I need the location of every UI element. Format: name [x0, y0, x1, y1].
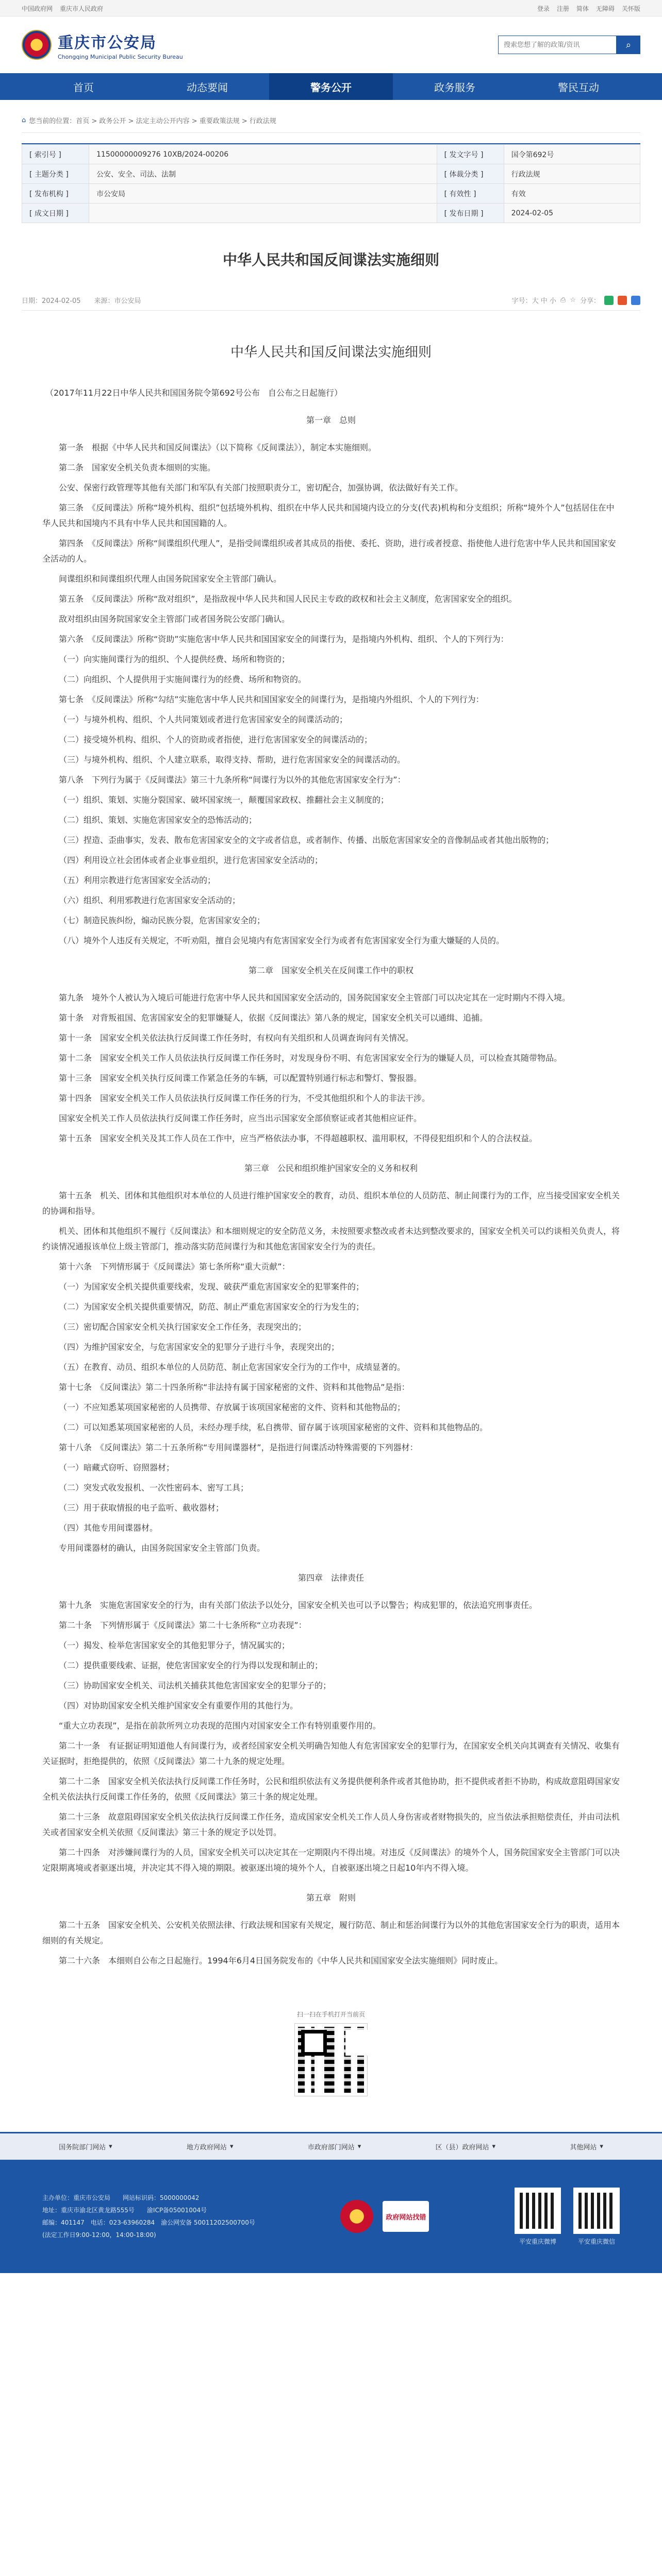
- chapter-heading: 第五章 附则: [306, 1893, 356, 1903]
- article-paragraph: 第七条 《反间谍法》所称“勾结”实施危害中华人民共和国国家安全的间谍行为，是指境内外组织、个人的下列行为：: [59, 694, 484, 704]
- qr-code-icon: [515, 2188, 561, 2234]
- article-paragraph: 国家安全机关工作人员依法执行反间谍工作任务时，应当出示国家安全部侦察证或者其他相应证件。: [59, 1113, 422, 1123]
- page-qr-code: [295, 2024, 367, 2096]
- article-paragraph: （四）对协助国家安全机关维护国家安全有重要作用的其他行为。: [59, 1701, 299, 1710]
- related-links-select[interactable]: [436, 2142, 496, 2151]
- article-paragraph: （三）用于获取情报的电子监听、截收器材；: [59, 1503, 224, 1513]
- article-paragraph: （二）可以知悉某项国家秘密的人员，未经办理手续，私自携带、留存属于该项国家秘密的文件、资料和其他物品的。: [59, 1422, 488, 1432]
- article-paragraph: （一）暗藏式窃听、窃照器材；: [59, 1463, 175, 1472]
- location-icon: ⌂: [22, 116, 26, 124]
- weibo-share-icon[interactable]: [618, 296, 627, 305]
- nav-item[interactable]: 政务服务: [434, 81, 475, 94]
- article-paragraph: 敌对组织由国务院国家安全主管部门或者国务院公安部门确认。: [59, 614, 290, 624]
- article-paragraph: 第二十五条 国家安全机关、公安机关依照法律、行政法规和国家有关规定，履行防范、制止和惩治间谍行为以外的其他危害国家安全行为的职责，适用本细则的有关规定。: [42, 1920, 620, 1945]
- meta-date-source: 日期：2024-02-05 来源：市公安局: [22, 297, 141, 305]
- nav-item[interactable]: 动态要闻: [187, 81, 228, 94]
- article-paragraph: （五）在教育、动员、组织本单位的人员防范、制止危害国家安全行为的工作中，成绩显著的。: [59, 1362, 406, 1372]
- article-paragraph: 第五条 《反间谍法》所称“敌对组织”，是指敌视中华人民共和国人民民主专政的政权和社会主义制度，危害国家安全的组织。: [59, 594, 517, 604]
- article-paragraph: 第十一条 国家安全机关依法执行反间谍工作任务时，有权向有关组织和人员调查询问有关情况。: [59, 1033, 414, 1043]
- wechat-share-icon[interactable]: [604, 296, 614, 305]
- info-row: [22, 145, 640, 164]
- info-row: [22, 204, 640, 223]
- related-links-label: 市政府部门网站: [307, 2144, 355, 2151]
- article-paragraph: 第十八条 《反间谍法》第二十五条所称“专用间谍器材”，是指进行间谍活动特殊需要的下列器材：: [59, 1443, 418, 1452]
- article-paragraph: 第二十一条 有证据证明知道他人有间谍行为，或者经国家安全机关明确告知他人有危害国家安全的犯罪行为，在国家安全机关向其调查有关情况、收集有关证据时，拒绝提供的，依照《反间谍法》第二十九条的规定处理。: [42, 1741, 620, 1766]
- breadcrumb: [22, 108, 640, 133]
- article-paragraph: （一）为国家安全机关提供重要线索，发现、破获严重危害国家安全的犯罪案件的；: [59, 1282, 365, 1292]
- site-header: [0, 16, 662, 73]
- article-paragraph: （一）与境外机构、组织、个人共同策划或者进行危害国家安全的间谍活动的；: [59, 715, 348, 724]
- article-paragraph: “重大立功表现”，是指在前款所列立功表现的范围内对国家安全工作有特别重要作用的。: [59, 1721, 381, 1731]
- article-paragraph: 第二条 国家安全机关负责本细则的实施。: [59, 463, 216, 472]
- footer-line: (法定工作日9:00-12:00，14:00-18:00): [42, 2231, 156, 2239]
- site-title: 重庆市公安局: [58, 33, 157, 52]
- related-links-label: 地方政府网站: [186, 2144, 227, 2151]
- info-key: [ 成文日期 ]: [22, 204, 89, 223]
- top-utility-link[interactable]: 无障碍: [595, 5, 615, 12]
- font-size-control[interactable]: 字号：大 中 小: [511, 297, 556, 305]
- footer-line: 地址：重庆市渝北区黄龙路555号 渝ICP备05001004号: [42, 2207, 207, 2214]
- article-paragraph: 第四条 《反间谍法》所称“间谍组织代理人”，是指受间谍组织或者其成员的指使、委托、资助，进行或者授意、指使他人进行危害中华人民共和国国家安全活动的人。: [42, 538, 616, 564]
- footer-qr-item: [573, 2188, 620, 2246]
- article-paragraph: 第十七条 《反间谍法》第二十四条所称“非法持有属于国家秘密的文件、资料和其他物品”是指：: [59, 1382, 410, 1392]
- article-paragraph: 第二十六条 本细则自公布之日起施行。1994年6月4日国务院发布的《中华人民共和国国家安全法实施细则》同时废止。: [59, 1956, 503, 1965]
- article-paragraph: （四）利用设立社会团体或者企业事业组织，进行危害国家安全活动的；: [59, 855, 323, 865]
- article-paragraph: （三）协助国家安全机关、司法机关捕获其他危害国家安全的犯罪分子的；: [59, 1681, 332, 1690]
- article-paragraph: （六）组织、利用邪教进行危害国家安全活动的；: [59, 895, 241, 905]
- info-value: [89, 204, 437, 223]
- article-paragraph: 机关、团体和其他组织不履行《反间谍法》和本细则规定的安全防范义务，未按照要求整改或者未达到整改要求的，国家安全机关可以约谈相关负责人，将约谈情况通报该单位上级主管部门，推动落实防范间谍行为和其他危害国家安全行为的责任。: [42, 1226, 620, 1251]
- document-title: 中华人民共和国反间谍法实施细则: [222, 251, 439, 268]
- search-box: [498, 36, 640, 54]
- article-paragraph: （二）突发式收发报机、一次性密码本、密写工具；: [59, 1483, 249, 1493]
- qzone-share-icon[interactable]: [631, 296, 640, 305]
- article-paragraph: 第二十条 下列情形属于《反间谍法》第二十七条所称“立功表现”：: [59, 1620, 307, 1630]
- info-key: [ 发布机构 ]: [22, 184, 89, 204]
- chevron-down-icon: ▾: [600, 2143, 603, 2150]
- related-links-bar: [0, 2132, 662, 2160]
- document-meta: [22, 290, 640, 311]
- website-error-report-badge[interactable]: 政府网站找错: [383, 2201, 429, 2232]
- share-label: 分享：: [580, 297, 600, 305]
- article-paragraph: （二）组织、策划、实施危害国家安全的恐怖活动的；: [59, 815, 257, 825]
- article-paragraph: 第十九条 实施危害国家安全的行为，由有关部门依法予以处分，国家安全机关也可以予以警告；构成犯罪的，依法追究刑事责任。: [59, 1600, 538, 1610]
- chevron-down-icon: ▾: [109, 2143, 112, 2150]
- chevron-down-icon: ▾: [492, 2143, 496, 2150]
- info-value: 行政法规: [504, 164, 640, 184]
- qr-code-icon: [573, 2188, 620, 2234]
- info-key: [ 发文字号 ]: [437, 145, 504, 164]
- info-key: [ 有效性 ]: [437, 184, 504, 204]
- info-key: [ 索引号 ]: [22, 145, 89, 164]
- chevron-down-icon: ▾: [357, 2143, 361, 2150]
- article-paragraph: 第二十二条 国家安全机关依法执行反间谍工作任务时，公民和组织依法有义务提供便利条件或者其他协助，拒不提供或者拒不协助，构成故意阻碍国家安全机关依法执行反间谍工作任务的，依照《反间谍法》第三十条的规定处理。: [42, 1776, 620, 1802]
- related-links-select[interactable]: [570, 2142, 603, 2151]
- article-paragraph: （二）接受境外机构、组织、个人的资助或者指使，进行危害国家安全的间谍活动的；: [59, 735, 373, 744]
- article-paragraph: 第九条 境外个人被认为入境后可能进行危害中华人民共和国国家安全活动的，国务院国家安全主管部门可以决定其在一定时期内不得入境。: [59, 993, 571, 1003]
- article-paragraph: 第三条 《反间谍法》所称“境外机构、组织”包括境外机构、组织在中华人民共和国境内设立的分支(代表)机构和分支组织；所称“境外个人”包括居住在中华人民共和国境内不具有中华人民共和国国籍的人。: [42, 503, 615, 528]
- site-footer: [0, 2160, 662, 2273]
- document-info-table: [22, 143, 640, 223]
- article-paragraph: 专用间谍器材的确认，由国务院国家安全主管部门负责。: [59, 1543, 266, 1553]
- article-paragraph: （二）向组织、个人提供用于实施间谍行为的经费、场所和物资的。: [59, 674, 307, 684]
- article-paragraph: 第十六条 下列情形属于《反间谍法》第七条所称“重大贡献”：: [59, 1262, 290, 1272]
- print-icon[interactable]: ⎙: [560, 296, 566, 304]
- article-paragraph: 间谍组织和间谍组织代理人由国务院国家安全主管部门确认。: [59, 574, 282, 584]
- top-bar-left: [22, 4, 103, 13]
- search-input[interactable]: [498, 36, 617, 54]
- site-logo[interactable]: [22, 30, 183, 60]
- mobile-qr-section: [22, 2010, 640, 2096]
- nav-item[interactable]: 首页: [73, 81, 94, 94]
- info-value: 市公安局: [89, 184, 437, 204]
- article-paragraph: （一）向实施间谍行为的组织、个人提供经费、场所和物资的；: [59, 654, 290, 664]
- qr-caption: 扫一扫在手机打开当前页: [296, 2011, 365, 2018]
- chevron-down-icon: ▾: [229, 2143, 234, 2150]
- article-paragraph: 第八条 下列行为属于《反间谍法》第三十九条所称“间谍行为以外的其他危害国家安全行为”：: [59, 775, 406, 785]
- search-button[interactable]: [617, 36, 640, 54]
- article-paragraph: （三）密切配合国家安全机关执行国家安全工作任务，表现突出的；: [59, 1322, 307, 1332]
- info-value: 公安、安全、司法、法制: [89, 164, 437, 184]
- article-paragraph: 第十四条 国家安全机关工作人员依法执行反间谍工作任务的行为，不受其他组织和个人的非法干涉。: [59, 1093, 431, 1103]
- footer-qr-codes: [515, 2188, 620, 2246]
- article-heading: 中华人民共和国反间谍法实施细则: [230, 345, 432, 360]
- footer-qr-label: 平安重庆微博: [519, 2238, 556, 2245]
- nav-item[interactable]: 警务公开: [269, 73, 393, 100]
- article-paragraph: （二）为国家安全机关提供重要情况，防范、制止严重危害国家安全的行为发生的；: [59, 1302, 365, 1312]
- article-paragraph: （三）捏造、歪曲事实，发表、散布危害国家安全的文字或者信息，或者制作、传播、出版危害国家安全的音像制品或者其他出版物的；: [59, 835, 554, 845]
- article-paragraph: 第二十四条 对涉嫌间谍行为的人员，国家安全机关可以决定其在一定期限内不得出境。对违反《反间谍法》的境外个人，国务院国家安全主管部门可以决定限期离境或者驱逐出境，并决定其不得入境的期限。被驱逐出境的境外个人，自被驱逐出境之日起10年内不得入境。: [42, 1848, 620, 1873]
- article-paragraph: （四）其他专用间谍器材。: [59, 1523, 158, 1533]
- footer-qr-label: 平安重庆微信: [577, 2238, 615, 2245]
- article-paragraph: 第二十三条 故意阻碍国家安全机关依法执行反间谍工作任务，造成国家安全机关工作人员人身伤害或者财物损失的，应当依法承担赔偿责任，并由司法机关或者国家安全机关依照《反间谍法》第三十条的规定予以处罚。: [42, 1812, 620, 1837]
- related-links-label: 区（县）政府网站: [435, 2144, 489, 2151]
- breadcrumb-text[interactable]: 您当前的位置：首页 > 政务公开 > 法定主动公开内容 > 重要政策法规 > 行政法规: [29, 117, 276, 125]
- article-paragraph: （四）为维护国家安全，与危害国家安全的犯罪分子进行斗争，表现突出的；: [59, 1342, 340, 1352]
- article-paragraph: （七）制造民族纠纷，煽动民族分裂，危害国家安全的；: [59, 916, 266, 925]
- footer-qr-item: [515, 2188, 561, 2246]
- article-content: [22, 342, 640, 1969]
- article-paragraph: 第十条 对背叛祖国、危害国家安全的犯罪嫌疑人，依据《反间谍法》第八条的规定，国家安全机关可以通缉、追捕。: [59, 1013, 488, 1023]
- site-subtitle: Chongqing Municipal Public Security Bureau: [58, 53, 183, 60]
- article-publication-note: （2017年11月22日中华人民共和国国务院令第692号公布 自公布之日起施行）: [45, 388, 342, 398]
- info-key: [ 发布日期 ]: [437, 204, 504, 223]
- info-key: [ 主题分类 ]: [22, 164, 89, 184]
- info-value: 11500000009276 10XB/2024-00206: [89, 145, 437, 164]
- top-utility-link[interactable]: 简体: [576, 5, 589, 12]
- article-paragraph: 第一条 根据《中华人民共和国反间谍法》（以下简称《反间谍法》），制定本实施细则。: [59, 443, 377, 452]
- article-paragraph: （一）不应知悉某项国家秘密的人员携带、存放属于该项国家秘密的文件、资料和其他物品的；: [59, 1402, 406, 1412]
- top-bar: [0, 0, 662, 16]
- top-link[interactable]: 中国政府网: [22, 5, 53, 12]
- info-key: [ 体裁分类 ]: [437, 164, 504, 184]
- search-icon: ⌕: [625, 39, 632, 50]
- party-gov-emblem-icon[interactable]: [340, 2200, 373, 2233]
- top-utility-link[interactable]: 关怀版: [621, 5, 640, 12]
- footer-line: 邮编：401147 电话：023-63960284 渝公网安备 50011202500700号: [42, 2219, 255, 2226]
- article-paragraph: （一）组织、策划、实施分裂国家、破坏国家统一，颠覆国家政权、推翻社会主义制度的；: [59, 795, 389, 805]
- info-value: 国令第692号: [504, 145, 640, 164]
- info-row: [22, 184, 640, 204]
- article-paragraph: 第十五条 国家安全机关及其工作人员在工作中，应当严格依法办事，不得超越职权、滥用职权，不得侵犯组织和个人的合法权益。: [59, 1133, 538, 1143]
- article-paragraph: （二）提供重要线索、证据，使危害国家安全的行为得以发现和制止的；: [59, 1660, 323, 1670]
- top-utility-link[interactable]: 注册: [556, 5, 569, 12]
- article-paragraph: 第十二条 国家安全机关工作人员依法执行反间谍工作任务时，对发现身份不明、有危害国家安全行为的嫌疑人员，可以检查其随带物品。: [59, 1053, 562, 1063]
- star-icon[interactable]: ☆: [570, 296, 576, 304]
- info-value: 有效: [504, 184, 640, 204]
- related-links-select[interactable]: [187, 2142, 234, 2151]
- chapter-heading: 第二章 国家安全机关在反间谍工作中的职权: [248, 965, 413, 975]
- related-links-select[interactable]: [59, 2142, 112, 2151]
- related-links-label: 其他网站: [570, 2144, 597, 2151]
- info-value: 2024-02-05: [504, 204, 640, 223]
- chapter-heading: 第三章 公民和组织维护国家安全的义务和权利: [244, 1163, 418, 1173]
- article-paragraph: 第六条 《反间谍法》所称“资助”实施危害中华人民共和国国家安全的间谍行为，是指境内外机构、组织、个人的下列行为：: [59, 634, 509, 644]
- top-link[interactable]: 重庆市人民政府: [60, 5, 104, 12]
- police-emblem-icon: [22, 30, 52, 60]
- top-utility-link[interactable]: 登录: [537, 5, 550, 12]
- chapter-heading: 第四章 法律责任: [297, 1573, 364, 1583]
- article-paragraph: 第十五条 机关、团体和其他组织对本单位的人员进行维护国家安全的教育，动员、组织本单位的人员防范、制止间谍行为的工作，应当接受国家安全机关的协调和指导。: [42, 1191, 620, 1216]
- article-paragraph: （五）利用宗教进行危害国家安全活动的；: [59, 875, 216, 885]
- info-row: [22, 164, 640, 184]
- main-nav: [0, 73, 662, 100]
- article-paragraph: （一）揭发、检举危害国家安全的其他犯罪分子，情况属实的；: [59, 1640, 290, 1650]
- nav-item[interactable]: 警民互动: [558, 81, 599, 94]
- article-paragraph: （三）与境外机构、组织、个人建立联系，取得支持、帮助，进行危害国家安全的间谍活动的。: [59, 755, 406, 765]
- footer-line: 主办单位：重庆市公安局 网站标识码：5000000042: [42, 2194, 200, 2201]
- article-paragraph: 第十三条 国家安全机关执行反间谍工作紧急任务的车辆，可以配置特别通行标志和警灯、警报器。: [59, 1073, 422, 1083]
- chapter-heading: 第一章 总则: [306, 415, 356, 425]
- article-paragraph: （八）境外个人违反有关规定，不听劝阻，擅自会见境内有危害国家安全行为或者有危害国家安全行为重大嫌疑的人员的。: [59, 936, 505, 945]
- related-links-select[interactable]: [308, 2142, 361, 2151]
- footer-info: [42, 2192, 255, 2241]
- top-bar-right: [537, 4, 640, 13]
- related-links-label: 国务院部门网站: [59, 2144, 106, 2151]
- article-paragraph: 公安、保密行政管理等其他有关部门和军队有关部门按照职责分工，密切配合，加强协调，依法做好有关工作。: [59, 483, 464, 493]
